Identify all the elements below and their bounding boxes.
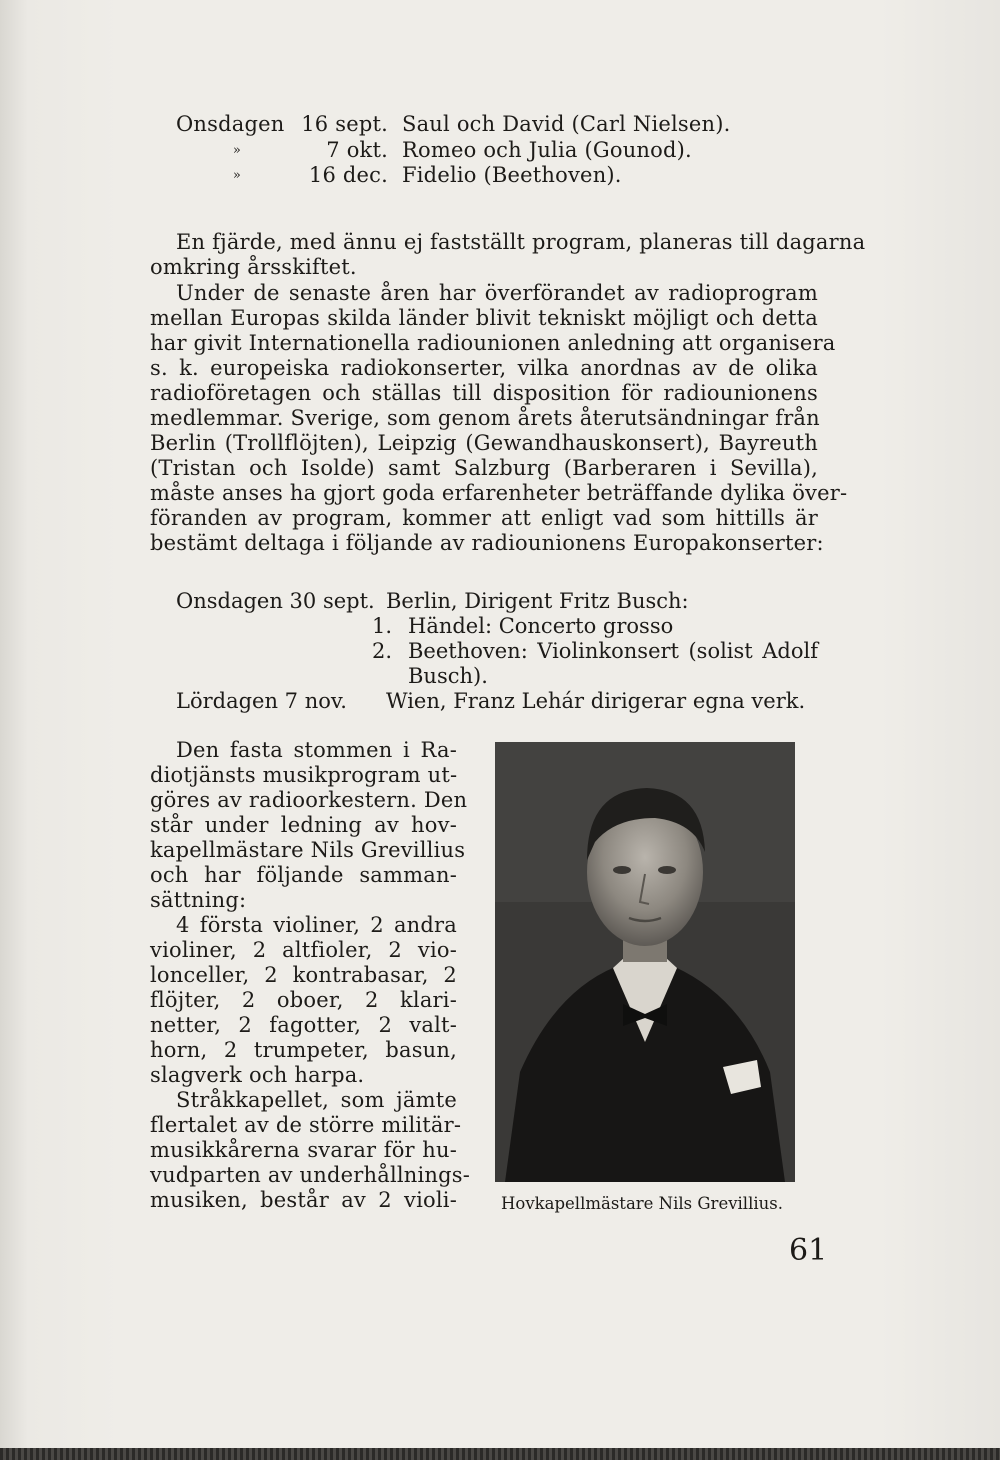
text-line: föranden av program, kommer att enligt vad som hittills är [150, 506, 818, 530]
paragraph-radio-orchestra [150, 738, 471, 1213]
text-line: medlemmar. Sverige, som genom årets återutsändningar från [150, 406, 820, 430]
text-line: (Tristan och Isolde) samt Salzburg (Barberaren i Sevilla), [150, 456, 818, 480]
text-line: har givit Internationella radiounionen anledning att organisera [150, 331, 836, 355]
concert-item: Händel: Concerto grosso [408, 614, 674, 638]
schedule-row [176, 138, 731, 164]
text-line: radioföretagen och ställas till disposition för radiounionens [150, 381, 818, 405]
text-line: Stråkkapellet, som jämte [176, 1088, 457, 1112]
text-line: kapellmästare Nils Grevillius [150, 838, 466, 862]
paragraph-fourth-concert [150, 230, 866, 280]
concert-item-number: 2. [372, 639, 393, 663]
text-line: netter, 2 fagotter, 2 valt- [150, 1013, 457, 1037]
schedule-row [176, 163, 731, 189]
text-line: diotjänsts musikprogram ut- [150, 763, 458, 787]
opera-schedule [176, 112, 731, 189]
schedule-work: Saul och David (Carl Nielsen). [402, 112, 731, 136]
text-line: omkring årsskiftet. [150, 255, 357, 279]
text-line: horn, 2 trumpeter, basun, [150, 1038, 457, 1062]
text-line: flöjter, 2 oboer, 2 klari- [150, 988, 457, 1012]
text-line: musikkårerna svarar för hu- [150, 1138, 457, 1162]
text-line: bestämt deltaga i följande av radiounionens Europakonserter: [150, 531, 824, 555]
concert-item-number: 1. [372, 614, 393, 638]
schedule-date: 16 sept. [301, 112, 388, 136]
text-line: slagverk och harpa. [150, 1063, 365, 1087]
text-line: vudparten av underhållnings- [150, 1163, 471, 1187]
schedule-day: » [232, 142, 242, 158]
schedule-work: Romeo och Julia (Gounod). [402, 137, 692, 162]
page-number: 61 [789, 1233, 828, 1268]
text-line: musiken, består av 2 violi- [150, 1188, 457, 1212]
concert-desc: Wien, Franz Lehár dirigerar egna verk. [386, 689, 806, 713]
portrait-photo [495, 742, 795, 1182]
text-line: måste anses ha gjort goda erfarenheter beträffande dylika över- [150, 481, 848, 505]
text-line: göres av radioorkestern. Den [150, 788, 468, 812]
text-line: mellan Europas skilda länder blivit tekniskt möjligt och detta [150, 306, 818, 330]
text-line: violiner, 2 altfioler, 2 vio- [150, 938, 457, 962]
concert-item: Beethoven: Violinkonsert (solist Adolf [408, 639, 818, 663]
concert-item-continued: Busch). [408, 664, 488, 688]
text-line: Den fasta stommen i Ra- [176, 738, 457, 762]
paragraph-european-concerts [150, 281, 848, 556]
schedule-day: » [232, 168, 242, 183]
text-line: En fjärde, med ännu ej fastställt program, planeras till dagarna [176, 230, 866, 254]
text-line: s. k. europeiska radiokonserter, vilka anordnas av de olika [150, 356, 818, 380]
schedule-date: 16 dec. [308, 163, 388, 187]
concert-desc: Berlin, Dirigent Fritz Busch: [386, 589, 689, 613]
page-bottom-edge [0, 1448, 1000, 1460]
portrait-illustration [495, 742, 795, 1182]
text-line: och har följande samman- [150, 863, 457, 887]
text-line: sättning: [150, 888, 247, 912]
text-line: Berlin (Trollflöjten), Leipzig (Gewandhauskonsert), Bayreuth [150, 431, 818, 455]
concert-day: Lördagen 7 nov. [176, 689, 347, 713]
text-line: flertalet av de större militär- [150, 1113, 462, 1137]
schedule-row [176, 112, 731, 138]
text-line: lonceller, 2 kontrabasar, 2 [150, 963, 457, 987]
concert-day: Onsdagen 30 sept. [176, 589, 375, 613]
schedule-day: Onsdagen [176, 112, 285, 136]
text-line: 4 första violiner, 2 andra [176, 913, 457, 937]
schedule-date: 7 okt. [326, 137, 388, 162]
photo-caption: Hovkapellmästare Nils Grevillius. [501, 1194, 783, 1213]
schedule-work: Fidelio (Beethoven). [402, 163, 622, 187]
text-line: står under ledning av hov- [150, 813, 457, 837]
text-line: Under de senaste åren har överförandet av radioprogram [176, 281, 818, 305]
